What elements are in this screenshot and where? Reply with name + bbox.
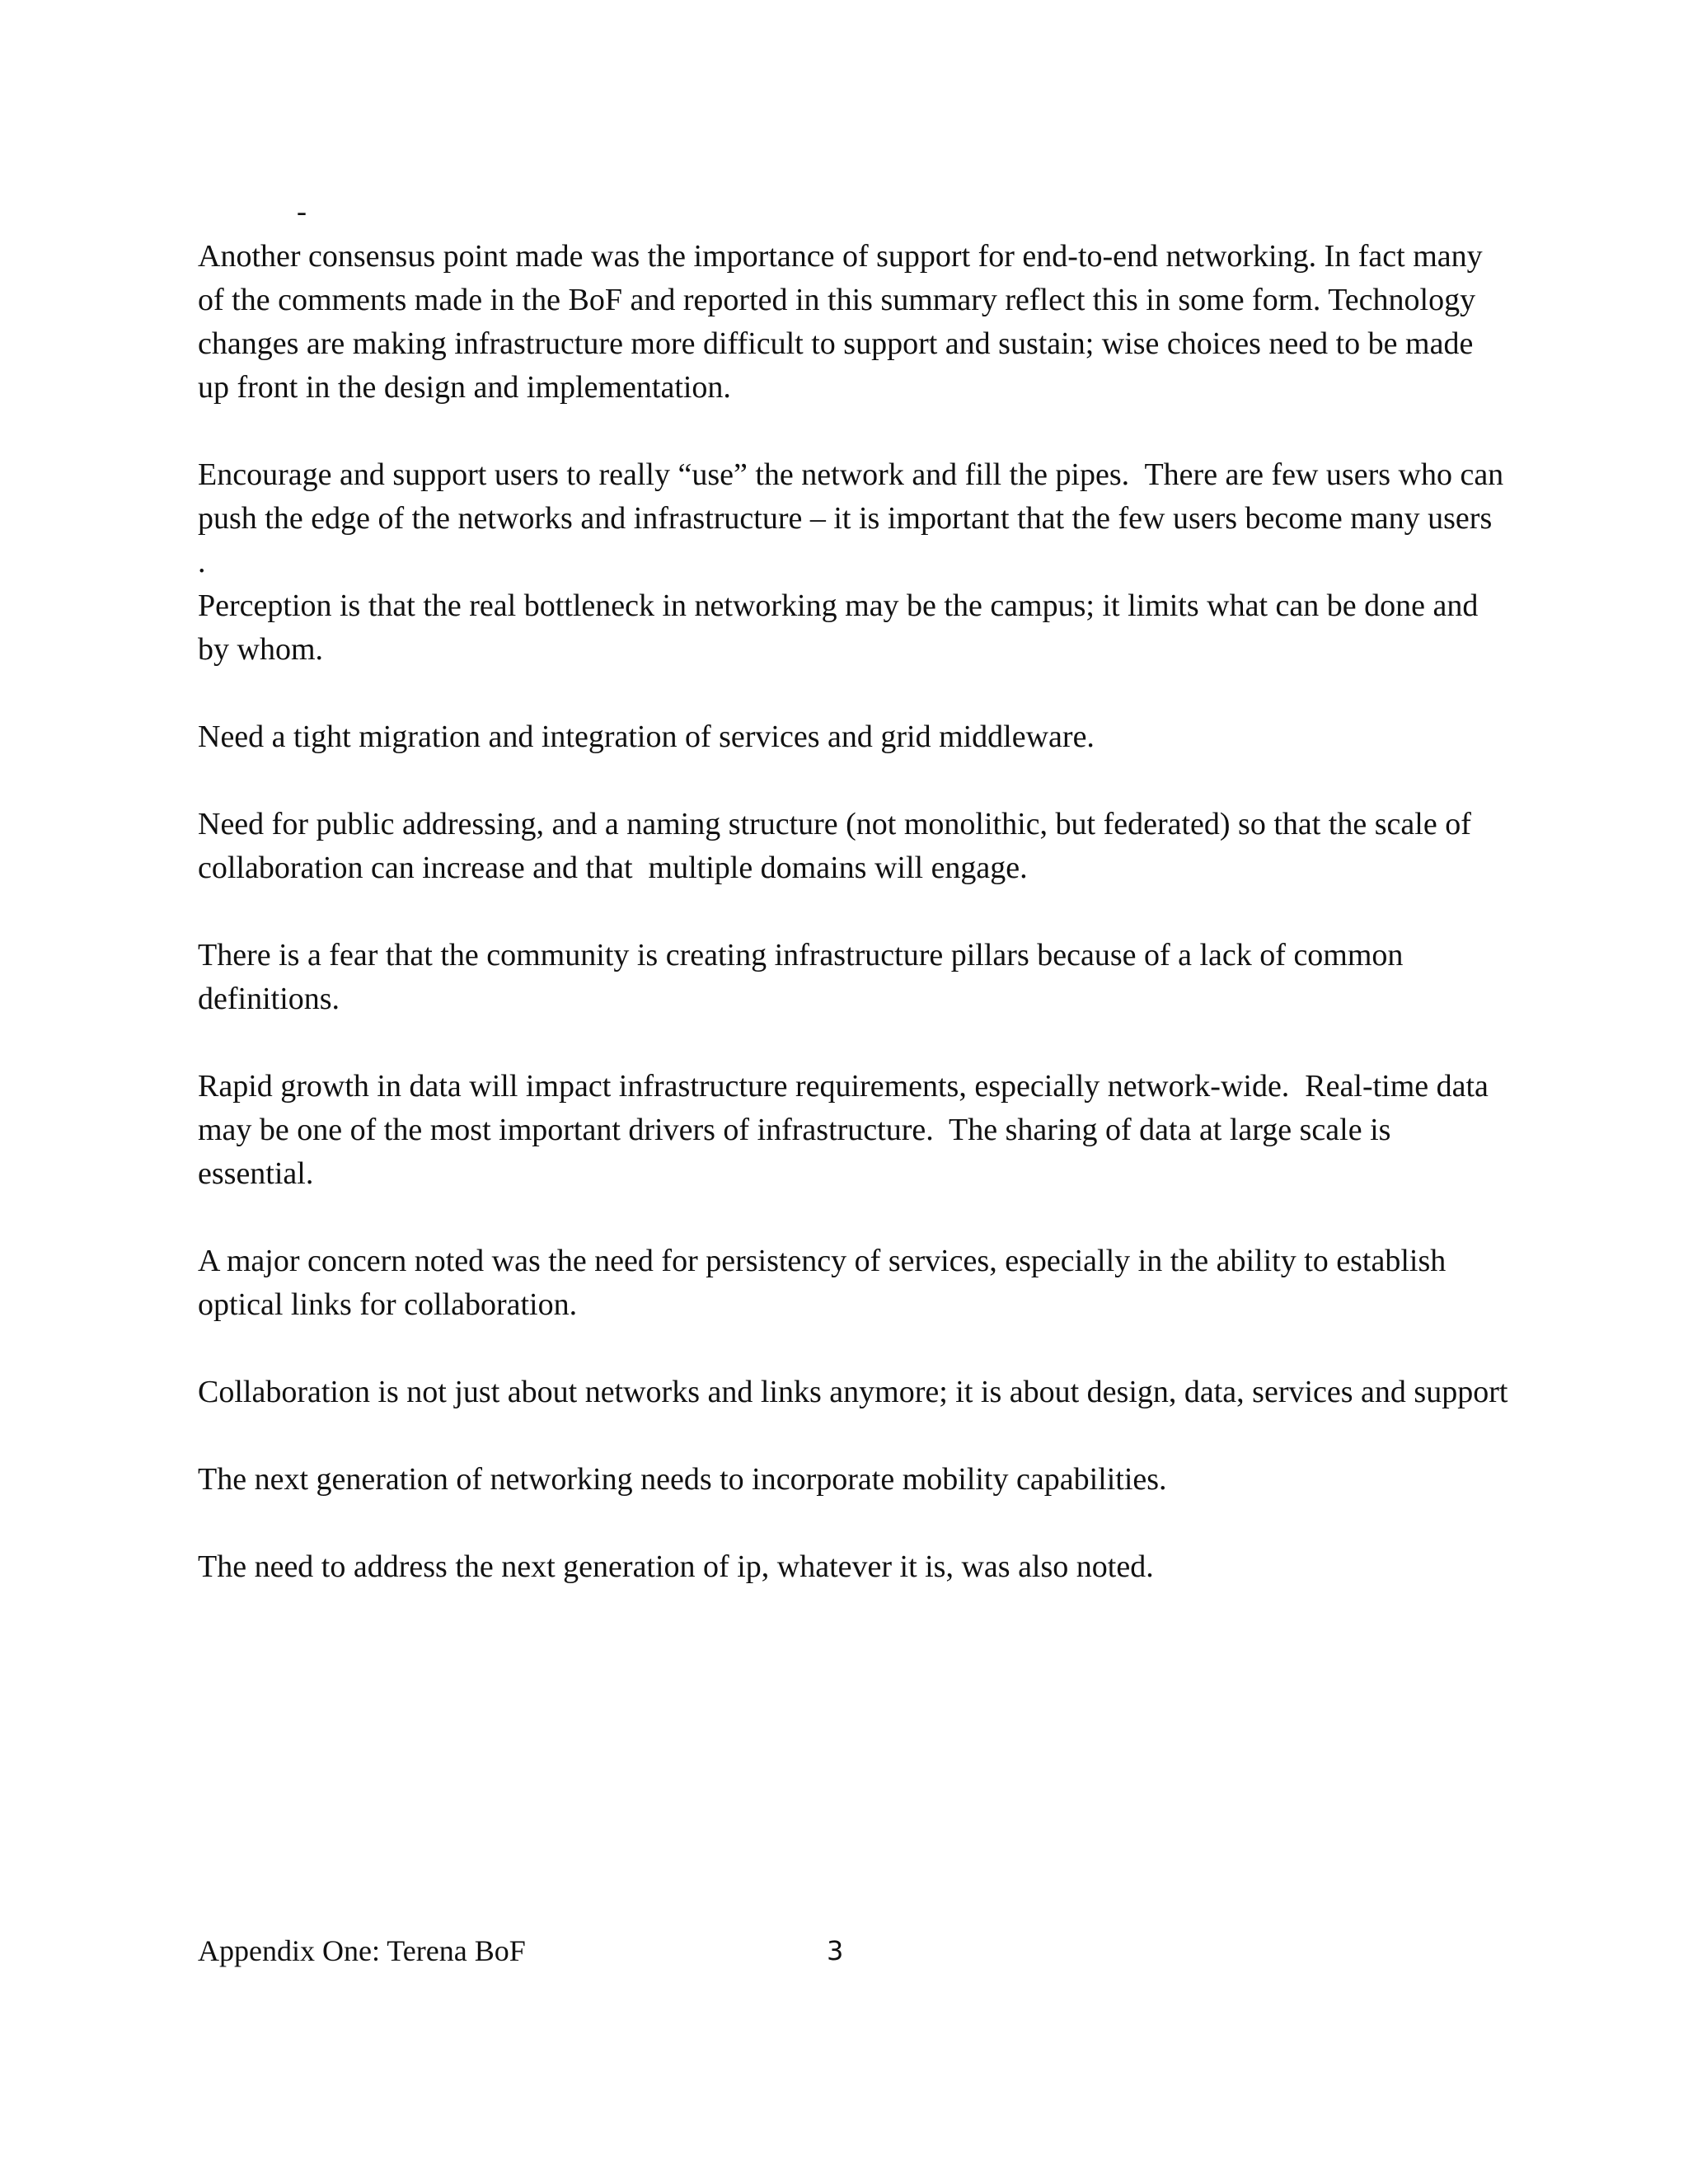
- paragraph-data-growth: Rapid growth in data will impact infrastructure requirements, especially network-wide. Real-time data may be one of the most important drivers of infrastructure. The sharing of data at large scale is essential.: [198, 1069, 1497, 1191]
- stray-period-line: .: [198, 545, 206, 579]
- paragraph-persistency-of-services: A major concern noted was the need for persistency of services, especially in the ability to establish optical links for collaboration.: [198, 1244, 1454, 1322]
- paragraph-public-addressing: Need for public addressing, and a naming structure (not monolithic, but federated) so that the scale of collaboration can increase and that multiple domains will engage.: [198, 807, 1479, 885]
- paragraph-infrastructure-pillars: There is a fear that the community is creating infrastructure pillars because of a lack of common definitions.: [198, 938, 1411, 1016]
- paragraph-campus-bottleneck: Perception is that the real bottleneck in networking may be the campus; it limits what can be done and by whom.: [198, 588, 1486, 667]
- paragraph-collaboration-scope: Collaboration is not just about networks and links anymore; it is about design, data, services and support: [198, 1375, 1508, 1409]
- top-dash-mark: -: [297, 194, 307, 227]
- paragraph-mobility: The next generation of networking needs to incorporate mobility capabilities.: [198, 1462, 1167, 1497]
- paragraph-grid-middleware: Need a tight migration and integration of services and grid middleware.: [198, 719, 1095, 754]
- paragraph-next-generation-ip: The need to address the next generation of ip, whatever it is, was also noted.: [198, 1549, 1154, 1584]
- document-body: [198, 235, 1512, 1633]
- paragraph-encourage-users: Encourage and support users to really “use” the network and fill the pipes. There are few users who can push the edge of the networks and infrastructure – it is important that the few users become many users: [198, 457, 1512, 536]
- paragraph-end-to-end-networking: Another consensus point made was the importance of support for end-to-end networking. In fact many of the comments made in the BoF and reported in this summary reflect this in some form. Technology changes are making infrastructure more difficult to support and sustain; wise choices need to be made up front in the design and implementation.: [198, 239, 1491, 405]
- footer-title: Appendix One: Terena BoF: [198, 1934, 526, 1967]
- footer-page-number: 3: [827, 1935, 844, 1966]
